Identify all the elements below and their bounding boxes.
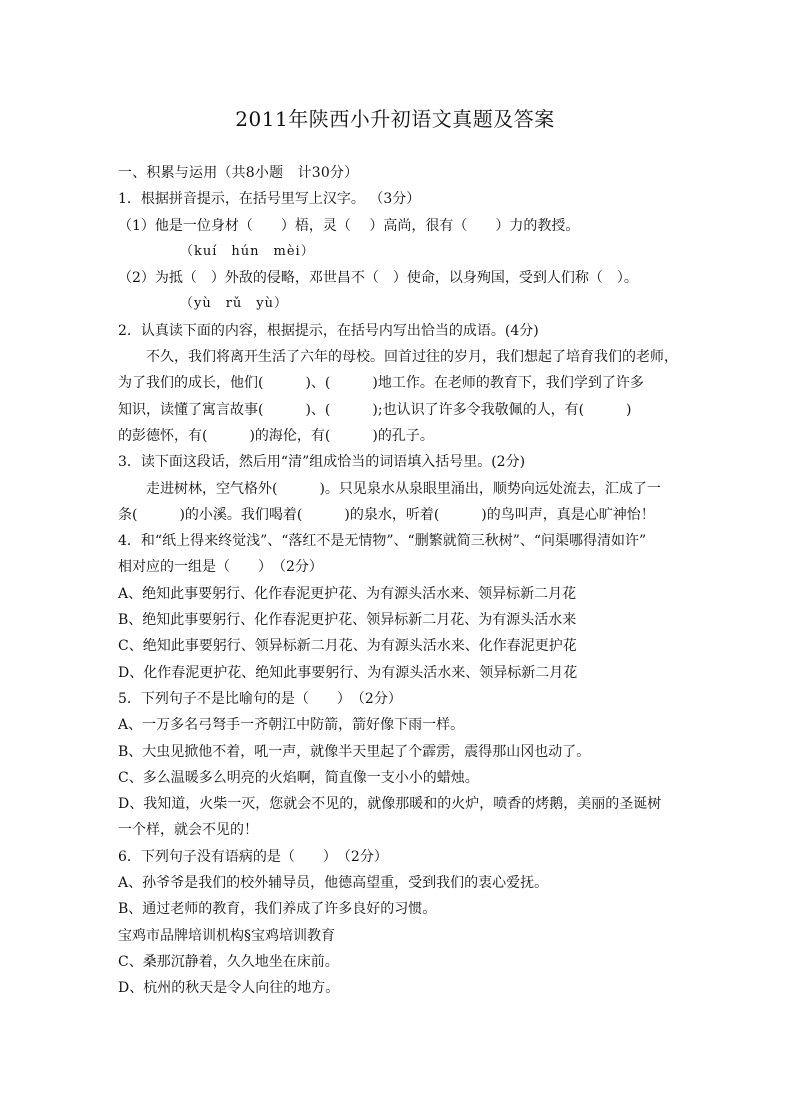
section-heading: 一、积累与运用（共8小题 计30分） [118, 165, 359, 181]
question-3: 3．读下面这段话，然后用“清”组成恰当的词语填入括号里。(2分) [118, 454, 526, 471]
question-2: 2．认真读下面的内容，根据提示，在括号内写出恰当的成语。(4分) [118, 322, 539, 339]
paragraph-line: 条( )的小溪。我们喝着( )的泉水，听着( )的鸟叫声，真是心旷神怡！ [118, 506, 655, 523]
option-a: A、孙爷爷是我们的校外辅导员，他德高望重，受到我们的衷心爱抚。 [118, 875, 549, 892]
paragraph-line: 知识，读懂了寓言故事( )、( );也认识了许多令我敬佩的人，有( ) [118, 401, 632, 418]
question-6: 6．下列句子没有语病的是（ ） （2分） [118, 848, 388, 865]
page-title: 2011年陕西小升初语文真题及答案 [235, 107, 555, 131]
option-d: D、化作春泥更护花、绝知此事要躬行、为有源头活水来、领异标新二月花 [118, 664, 578, 681]
option-d-cont: 一个样，就会不见的！ [118, 822, 258, 839]
option-b: B、大虫见掀他不着，吼一声，就像半天里起了个霹雳，震得那山冈也动了。 [118, 743, 591, 760]
question-4: 4．和“纸上得来终觉浅”、“落红不是无情物”、“删繁就简三秋树”、“问渠哪得清如许” [118, 533, 647, 550]
option-c: C、绝知此事要躬行、领异标新二月花、为有源头活水来、化作春泥更护花 [118, 638, 577, 655]
document-body [118, 160, 678, 1002]
paragraph-line: 不久，我们将离开生活了六年的母校。回首过往的岁月，我们想起了培育我们的老师， [146, 349, 678, 366]
option-d: D、杭州的秋天是令人向往的地方。 [118, 980, 340, 997]
question-4-cont: 相对应的一组是（ ） （2分） [118, 559, 323, 576]
question-5: 5．下列句子不是比喻句的是（ ） （2分） [118, 690, 402, 707]
option-c: C、桑那沉静着，久久地坐在床前。 [118, 953, 339, 970]
option-b: B、通过老师的教育，我们养成了许多良好的习惯。 [118, 901, 437, 918]
option-a: A、绝知此事要躬行、化作春泥更护花、为有源头活水来、领异标新二月花 [118, 585, 577, 602]
question-1: 1．根据拼音提示，在括号里写上汉字。 （3分） [118, 191, 421, 208]
paragraph-line: 为了我们的成长，他们( )、( )地工作。在老师的教育下，我们学到了许多 [118, 375, 644, 392]
pinyin-hint-1: （kuí hún mèi） [180, 243, 315, 259]
pinyin-hint-2: （yù rǔ yù） [180, 296, 289, 312]
question-1-item-2: （2）为抵（ ）外敌的侵略，邓世昌不（ ）使命，以身殉国，受到人们称（ ）。 [118, 270, 638, 287]
option-a: A、一万多名弓弩手一齐朝江中防箭，箭好像下雨一样。 [118, 717, 465, 734]
question-1-item-1: （1）他是一位身材（ ）梧，灵（ ）高尚，很有（ ）力的教授。 [118, 217, 580, 234]
watermark-text: 宝鸡市品牌培训机构§宝鸡培训教育 [118, 927, 335, 944]
option-b: B、绝知此事要躬行、化作春泥更护花、领异标新二月花、为有源头活水来 [118, 612, 577, 629]
option-d: D、我知道，火柴一灭，您就会不见的，就像那暖和的火炉，喷香的烤鹅，美丽的圣诞树 [118, 796, 662, 813]
paragraph-line: 的彭德怀，有( )的海伦，有( )的孔子。 [118, 427, 434, 444]
option-c: C、多么温暖多么明亮的火焰啊，简直像一支小小的蜡烛。 [118, 769, 479, 786]
paragraph-line: 走进树林，空气格外( )。只见泉水从泉眼里涌出，顺势向远处流去，汇成了一 [146, 480, 661, 497]
